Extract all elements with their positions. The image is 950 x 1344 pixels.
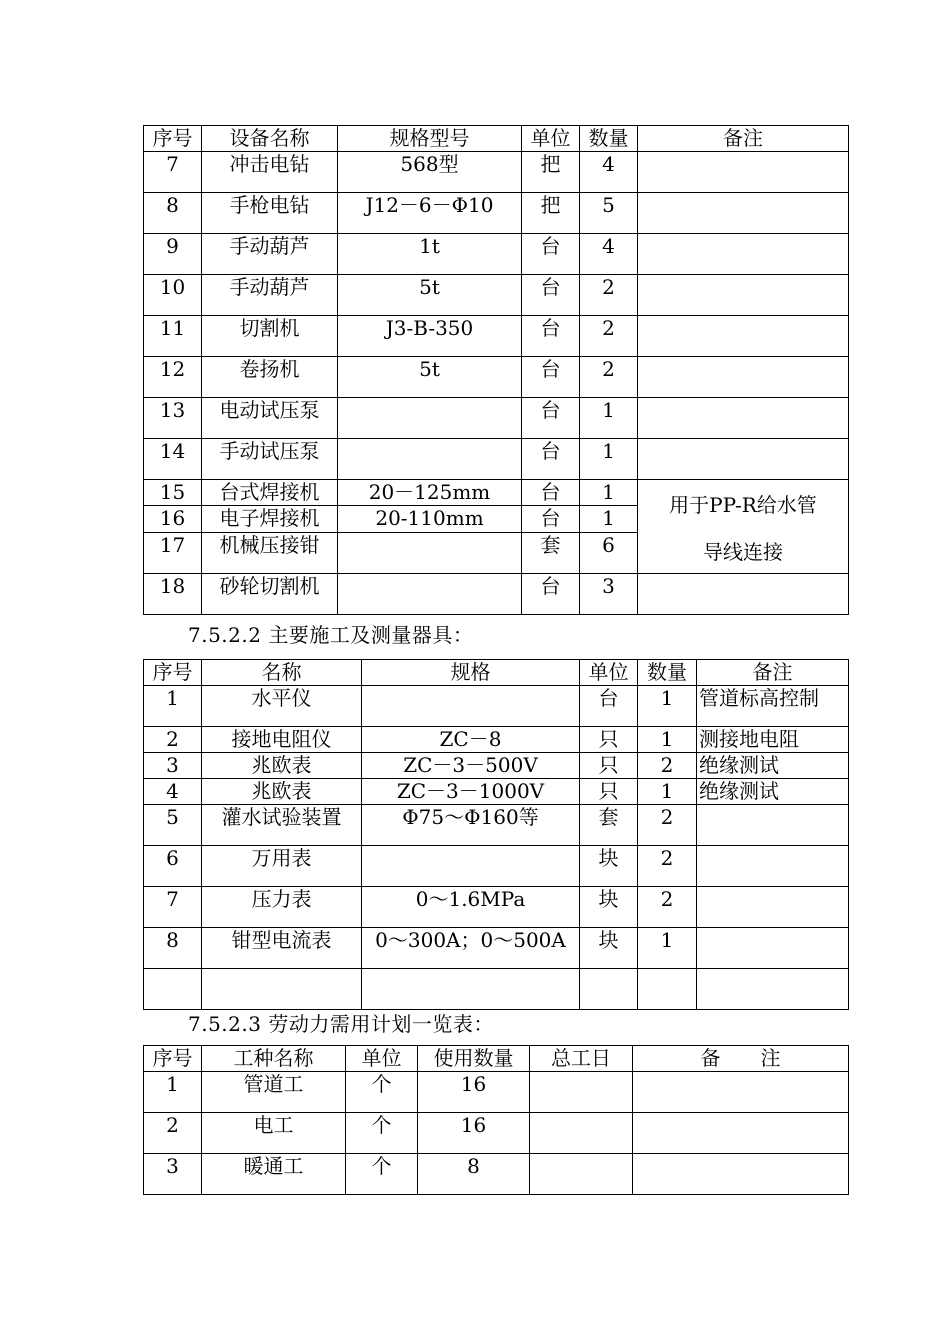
- table-cell: 个: [346, 1113, 418, 1154]
- table-cell: J3-B-350: [338, 316, 522, 357]
- table-row: [144, 753, 849, 779]
- column-header: 序号: [144, 1046, 202, 1072]
- table-cell: 12: [144, 357, 202, 398]
- table-cell: 手动试压泵: [202, 439, 338, 480]
- equipment-table: [143, 125, 849, 615]
- header-row: [144, 126, 849, 152]
- table-cell: 4: [144, 779, 202, 805]
- table-cell: Φ75～Φ160等: [362, 805, 580, 846]
- table-cell: 把: [522, 193, 580, 234]
- table-cell: 只: [580, 753, 638, 779]
- table-cell: 台: [522, 506, 580, 532]
- table-cell: [633, 1113, 849, 1154]
- section-heading-labor: 7.5.2.3 劳动力需用计划一览表：: [188, 1012, 494, 1036]
- table-cell: 电子焊接机: [202, 506, 338, 532]
- table-row: [144, 805, 849, 846]
- table-row: [144, 439, 849, 480]
- table-cell: 手动葫芦: [202, 234, 338, 275]
- table-cell: 台: [580, 686, 638, 727]
- table-cell: 测接地电阻: [697, 727, 849, 753]
- table-cell: 8: [144, 928, 202, 969]
- table-row: [144, 846, 849, 887]
- table-cell: 把: [522, 152, 580, 193]
- table-cell: 14: [144, 439, 202, 480]
- table-cell: 手动葫芦: [202, 275, 338, 316]
- column-header: 数量: [638, 660, 697, 686]
- table-row: [144, 316, 849, 357]
- table-row: [144, 193, 849, 234]
- table-cell: [530, 1113, 633, 1154]
- table-cell: 台: [522, 357, 580, 398]
- table-cell: 6: [144, 846, 202, 887]
- merged-remark-cell: [638, 480, 849, 574]
- column-header: 名称: [202, 660, 362, 686]
- table-cell: 17: [144, 532, 202, 573]
- table-cell: 压力表: [202, 887, 362, 928]
- table-cell: [362, 846, 580, 887]
- header-row: [144, 1046, 849, 1072]
- table-cell: 切割机: [202, 316, 338, 357]
- table-row: [144, 574, 849, 615]
- table-row: [144, 969, 849, 1010]
- table-cell: 1: [144, 686, 202, 727]
- column-header: 数量: [580, 126, 638, 152]
- table-cell: 台: [522, 480, 580, 506]
- table-cell: [362, 969, 580, 1010]
- table-cell: [638, 357, 849, 398]
- table-cell: 兆欧表: [202, 779, 362, 805]
- table-cell: [697, 846, 849, 887]
- table-row: [144, 928, 849, 969]
- header-row: [144, 660, 849, 686]
- table-cell: 卷扬机: [202, 357, 338, 398]
- table-row: [144, 275, 849, 316]
- table-cell: 2: [580, 316, 638, 357]
- table-row: [144, 1072, 849, 1113]
- table-cell: 暖通工: [202, 1154, 346, 1195]
- table-row: [144, 779, 849, 805]
- table-cell: 水平仪: [202, 686, 362, 727]
- column-header: 序号: [144, 126, 202, 152]
- table-cell: 手枪电钻: [202, 193, 338, 234]
- table-cell: 只: [580, 779, 638, 805]
- table-cell: 16: [144, 506, 202, 532]
- column-header: 单位: [346, 1046, 418, 1072]
- table-cell: 3: [144, 753, 202, 779]
- table-cell: 5t: [338, 275, 522, 316]
- table-cell: ZC－8: [362, 727, 580, 753]
- table-cell: 1: [580, 398, 638, 439]
- table-row: [144, 357, 849, 398]
- table-cell: 1: [580, 439, 638, 480]
- table-cell: 台: [522, 574, 580, 615]
- table-cell: 8: [418, 1154, 530, 1195]
- column-header: 单位: [522, 126, 580, 152]
- table-cell: 绝缘测试: [697, 753, 849, 779]
- table-cell: ZC－3－1000V: [362, 779, 580, 805]
- table-cell: 2: [638, 846, 697, 887]
- table-cell: [202, 969, 362, 1010]
- column-header: 设备名称: [202, 126, 338, 152]
- table-cell: 1: [638, 727, 697, 753]
- table-cell: 2: [638, 805, 697, 846]
- table-cell: 接地电阻仪: [202, 727, 362, 753]
- column-header: 序号: [144, 660, 202, 686]
- table-cell: 个: [346, 1154, 418, 1195]
- column-header: 备 注: [633, 1046, 849, 1072]
- table-cell: 11: [144, 316, 202, 357]
- column-header: 工种名称: [202, 1046, 346, 1072]
- table-cell: [697, 887, 849, 928]
- table-cell: 1: [144, 1072, 202, 1113]
- table-cell: 2: [638, 753, 697, 779]
- labor-table: [143, 1045, 849, 1195]
- section-heading-tools: 7.5.2.2 主要施工及测量器具：: [188, 623, 474, 647]
- table-cell: 7: [144, 887, 202, 928]
- table-cell: 16: [418, 1072, 530, 1113]
- table-cell: 1: [638, 779, 697, 805]
- table-cell: 套: [522, 532, 580, 573]
- table-cell: 5t: [338, 357, 522, 398]
- table-cell: 块: [580, 846, 638, 887]
- table-cell: 台: [522, 398, 580, 439]
- table-cell: 块: [580, 928, 638, 969]
- table-cell: [697, 928, 849, 969]
- table-cell: 4: [580, 234, 638, 275]
- table-row: [144, 234, 849, 275]
- table-cell: 个: [346, 1072, 418, 1113]
- table-cell: [638, 152, 849, 193]
- table-cell: 5: [580, 193, 638, 234]
- table-cell: [633, 1072, 849, 1113]
- table-cell: [530, 1154, 633, 1195]
- table-row: [144, 398, 849, 439]
- table-cell: [638, 316, 849, 357]
- table-cell: [144, 969, 202, 1010]
- table-cell: 3: [580, 574, 638, 615]
- table-cell: [638, 234, 849, 275]
- table-cell: [338, 439, 522, 480]
- remark-line: 导线连接: [703, 539, 783, 564]
- table-cell: 钳型电流表: [202, 928, 362, 969]
- table-cell: 5: [144, 805, 202, 846]
- table-cell: [638, 398, 849, 439]
- table-cell: J12－6－Φ10: [338, 193, 522, 234]
- table-cell: 18: [144, 574, 202, 615]
- table-cell: 套: [580, 805, 638, 846]
- table-row: [144, 480, 849, 506]
- table-cell: [362, 686, 580, 727]
- table-cell: [638, 275, 849, 316]
- table-cell: 灌水试验装置: [202, 805, 362, 846]
- table-cell: 13: [144, 398, 202, 439]
- table-cell: 绝缘测试: [697, 779, 849, 805]
- table-cell: 568型: [338, 152, 522, 193]
- table-cell: 电工: [202, 1113, 346, 1154]
- table-cell: 8: [144, 193, 202, 234]
- table-cell: 管道标高控制: [697, 686, 849, 727]
- table-row: [144, 1113, 849, 1154]
- table-cell: 1: [580, 480, 638, 506]
- table-cell: 块: [580, 887, 638, 928]
- table-cell: [638, 439, 849, 480]
- column-header: 规格: [362, 660, 580, 686]
- table-cell: [638, 969, 697, 1010]
- table-cell: 电动试压泵: [202, 398, 338, 439]
- column-header: 规格型号: [338, 126, 522, 152]
- table-cell: 台: [522, 275, 580, 316]
- table-cell: 1t: [338, 234, 522, 275]
- table-row: [144, 727, 849, 753]
- table-cell: 兆欧表: [202, 753, 362, 779]
- table-cell: 7: [144, 152, 202, 193]
- table-row: [144, 1154, 849, 1195]
- table-cell: 2: [638, 887, 697, 928]
- table-cell: 台式焊接机: [202, 480, 338, 506]
- column-header: 总工日: [530, 1046, 633, 1072]
- tools-table: [143, 659, 849, 1010]
- table-cell: [697, 805, 849, 846]
- table-row: [144, 152, 849, 193]
- table-cell: 2: [144, 1113, 202, 1154]
- table-cell: 台: [522, 316, 580, 357]
- table-cell: ZC－3－500V: [362, 753, 580, 779]
- table-cell: [633, 1154, 849, 1195]
- column-header: 使用数量: [418, 1046, 530, 1072]
- table-cell: 20－125mm: [338, 480, 522, 506]
- table-cell: [338, 398, 522, 439]
- table-cell: 1: [638, 686, 697, 727]
- table-cell: 0～300A；0～500A: [362, 928, 580, 969]
- table-cell: 9: [144, 234, 202, 275]
- table-cell: 管道工: [202, 1072, 346, 1113]
- table-cell: 冲击电钻: [202, 152, 338, 193]
- table-cell: 0～1.6MPa: [362, 887, 580, 928]
- table-cell: 16: [418, 1113, 530, 1154]
- table-cell: 砂轮切割机: [202, 574, 338, 615]
- table-cell: 台: [522, 439, 580, 480]
- column-header: 单位: [580, 660, 638, 686]
- table-cell: 4: [580, 152, 638, 193]
- table-cell: 1: [580, 506, 638, 532]
- table-cell: [638, 574, 849, 615]
- table-cell: 2: [580, 275, 638, 316]
- table-cell: 15: [144, 480, 202, 506]
- table-cell: 台: [522, 234, 580, 275]
- table-cell: [697, 969, 849, 1010]
- table-cell: 机械压接钳: [202, 532, 338, 573]
- remark-line: 用于PP-R给水管: [669, 493, 817, 517]
- table-cell: [580, 969, 638, 1010]
- table-cell: 1: [638, 928, 697, 969]
- table-cell: 3: [144, 1154, 202, 1195]
- table-cell: 万用表: [202, 846, 362, 887]
- column-header: 备注: [638, 126, 849, 152]
- table-cell: [638, 193, 849, 234]
- table-cell: [338, 532, 522, 573]
- table-cell: 6: [580, 532, 638, 573]
- table-cell: [530, 1072, 633, 1113]
- table-cell: 2: [144, 727, 202, 753]
- table-cell: 2: [580, 357, 638, 398]
- table-cell: 只: [580, 727, 638, 753]
- table-cell: [338, 574, 522, 615]
- table-cell: 10: [144, 275, 202, 316]
- table-cell: 20-110mm: [338, 506, 522, 532]
- column-header: 备注: [697, 660, 849, 686]
- table-row: [144, 887, 849, 928]
- table-row: [144, 686, 849, 727]
